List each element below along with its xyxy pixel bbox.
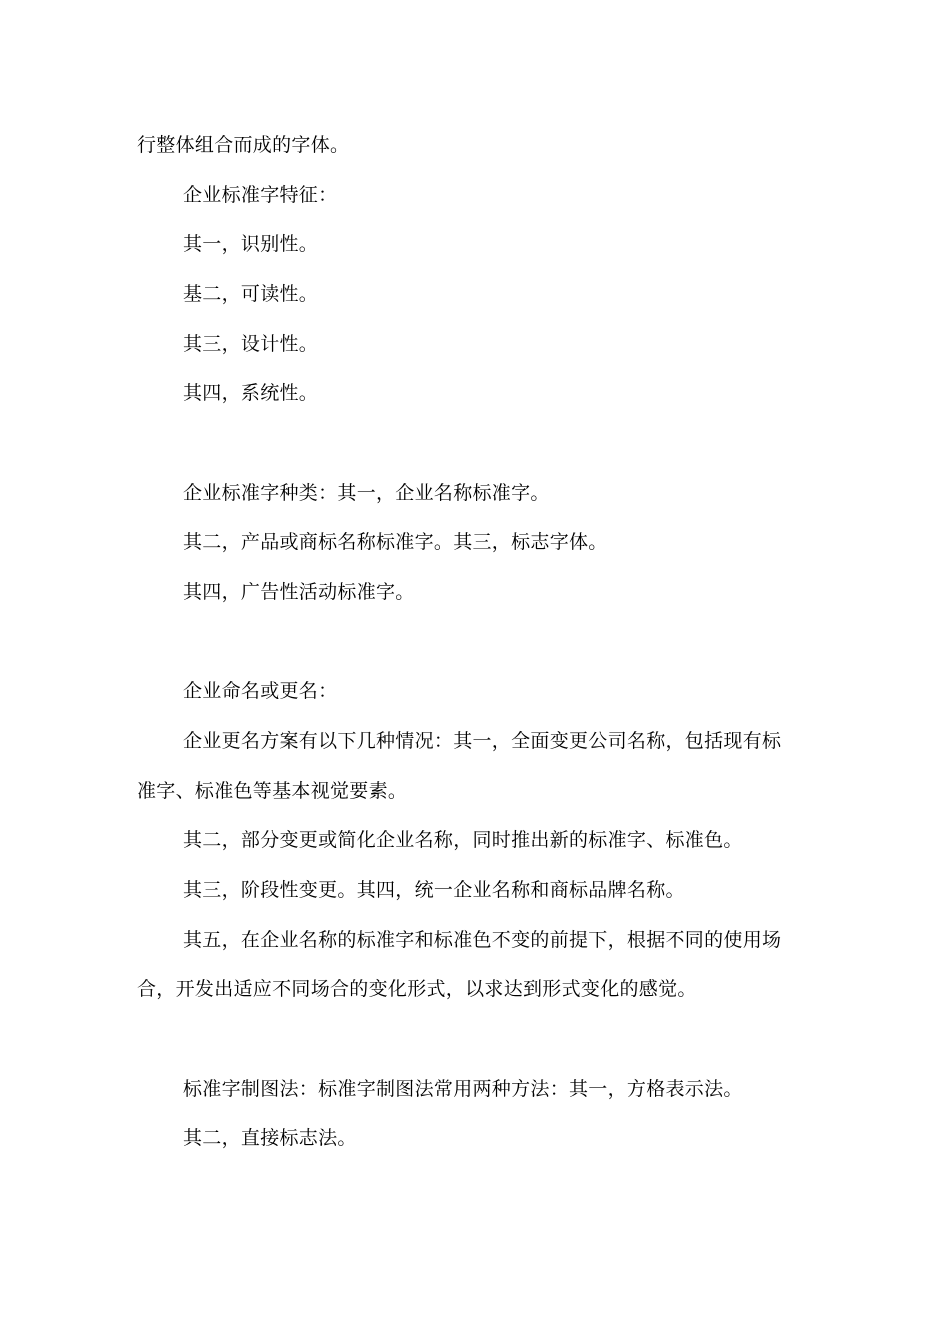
- text-line-feature-3: 其三，设计性。: [183, 333, 319, 355]
- text-line-feature-2: 基二，可读性。: [183, 283, 319, 305]
- text-line-drawing-2: 其二，直接标志法。: [183, 1127, 357, 1149]
- text-line-naming-1-cont: 准字、标准色等基本视觉要素。: [137, 780, 408, 802]
- text-line-continuation: 行整体组合而成的字体。: [137, 134, 350, 156]
- text-line-types-2: 其二，产品或商标名称标准字。其三，标志字体。: [183, 531, 608, 553]
- text-line-naming-5: 其五，在企业名称的标准字和标准色不变的前提下，根据不同的使用场: [183, 929, 782, 951]
- text-line-naming-3: 其三，阶段性变更。其四，统一企业名称和商标品牌名称。: [183, 879, 685, 901]
- text-line-feature-1: 其一，识别性。: [183, 233, 319, 255]
- text-line-drawing-1: 标准字制图法：标准字制图法常用两种方法：其一，方格表示法。: [183, 1078, 743, 1100]
- text-line-types-1: 企业标准字种类：其一，企业名称标准字。: [183, 482, 550, 504]
- text-line-naming-1: 企业更名方案有以下几种情况：其一，全面变更公司名称，包括现有标: [183, 730, 782, 752]
- text-line-feature-4: 其四，系统性。: [183, 382, 319, 404]
- text-line-types-3: 其四，广告性活动标准字。: [183, 581, 415, 603]
- text-line-heading-naming: 企业命名或更名：: [183, 680, 338, 702]
- text-line-naming-5-cont: 合，开发出适应不同场合的变化形式，以求达到形式变化的感觉。: [137, 978, 697, 1000]
- text-line-naming-2: 其二，部分变更或简化企业名称，同时推出新的标准字、标准色。: [183, 829, 743, 851]
- text-line-heading-features: 企业标准字特征：: [183, 184, 338, 206]
